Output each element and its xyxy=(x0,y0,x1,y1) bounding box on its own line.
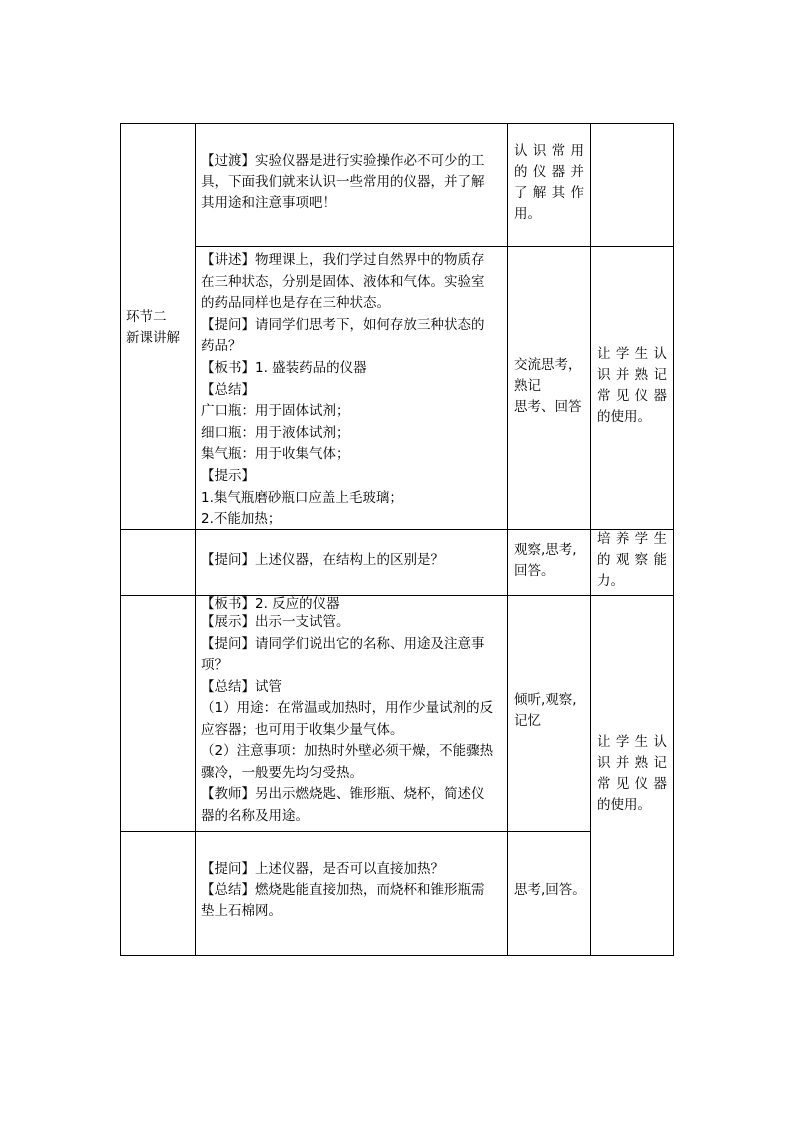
teacher-line: 【讲述】物理课上，我们学过自然界中的物质存 xyxy=(201,252,485,268)
teacher-line: 药品？ xyxy=(201,338,242,355)
column-divider xyxy=(507,123,508,956)
student-line: 熟记 xyxy=(514,378,541,394)
purpose-line: 培养学生 xyxy=(597,531,667,547)
purpose-line: 识并熟记 xyxy=(597,367,667,383)
student-line: 交流思考， xyxy=(514,357,582,373)
column-divider xyxy=(590,123,591,956)
teacher-activity-cell xyxy=(201,151,503,214)
teacher-line: 【教师】另出示燃烧匙、锥形瓶、烧杯，简述仪 xyxy=(201,786,485,802)
student-line: 认识常用 xyxy=(514,143,584,159)
teacher-activity-cell xyxy=(201,250,503,531)
teacher-line: 【总结】试管 xyxy=(201,678,282,695)
teacher-line: （1）用途：在常温或加热时，用作少量试剂的反 xyxy=(201,700,494,716)
teacher-line: 【提问】上述仪器，是否可以直接加热？ xyxy=(201,861,444,877)
column-divider xyxy=(195,123,196,956)
purpose-line: 的使用。 xyxy=(597,409,651,425)
student-activity-cell xyxy=(514,141,584,225)
student-activity-cell xyxy=(514,540,588,582)
student-line: 倾听,观察, xyxy=(514,692,577,708)
teacher-line: 细口瓶：用于液体试剂； xyxy=(201,424,350,441)
stage-cell xyxy=(126,307,192,349)
purpose-line: 常见仪器 xyxy=(597,388,667,404)
student-activity-cell xyxy=(514,880,590,901)
teacher-line: 【提问】请同学们思考下，如何存放三种状态的 xyxy=(201,316,485,333)
design-purpose-cell xyxy=(597,732,667,816)
student-line: 思考、回答 xyxy=(514,399,582,415)
teacher-line: 其用途和注意事项吧！ xyxy=(201,195,336,211)
purpose-line: 的观察能 xyxy=(597,552,667,568)
student-line: 观察,思考, xyxy=(514,542,577,558)
teacher-line: 【展示】出示一支试管。 xyxy=(201,614,350,630)
purpose-line: 让学生认 xyxy=(597,734,667,750)
stage-line: 环节二 xyxy=(126,309,167,325)
teacher-line: （2）注意事项：加热时外壁必须干燥，不能骤热 xyxy=(201,743,494,759)
purpose-line: 的使用。 xyxy=(597,797,651,813)
student-line: 记忆 xyxy=(514,713,541,729)
teacher-line: 项？ xyxy=(201,657,228,673)
teacher-line: 1.集气瓶磨砂瓶口应盖上毛玻璃； xyxy=(201,489,403,506)
row-divider xyxy=(120,831,591,832)
teacher-line: 广口瓶：用于固体试剂； xyxy=(201,403,350,420)
student-line: 用。 xyxy=(514,206,541,222)
teacher-line: 【总结】 xyxy=(201,381,255,398)
student-activity-cell xyxy=(514,355,588,418)
purpose-line: 识并熟记 xyxy=(597,755,667,771)
teacher-line: 【提示】 xyxy=(201,467,255,484)
teacher-activity-cell xyxy=(201,596,503,827)
teacher-line: 【提问】请同学们说出它的名称、用途及注意事 xyxy=(201,635,485,652)
teacher-line: 【板书】2. 反应的仪器 xyxy=(201,596,340,612)
teacher-activity-cell xyxy=(201,550,503,571)
teacher-line: 骤冷，一般要先均匀受热。 xyxy=(201,764,363,781)
purpose-line: 让学生认 xyxy=(597,346,667,362)
purpose-line: 常见仪器 xyxy=(597,776,667,792)
design-purpose-cell xyxy=(597,344,667,428)
teacher-line: 【板书】1. 盛装药品的仪器 xyxy=(201,359,367,376)
stage-line: 新课讲解 xyxy=(126,330,180,346)
teacher-line: 【提问】上述仪器，在结构上的区别是？ xyxy=(201,552,444,568)
table-border-left xyxy=(120,123,121,956)
student-line: 回答。 xyxy=(514,563,555,579)
teacher-line: 【总结】燃烧匙能直接加热，而烧杯和锥形瓶需 xyxy=(201,882,485,898)
teacher-line: 垫上石棉网。 xyxy=(201,903,282,919)
teacher-line: 集气瓶：用于收集气体； xyxy=(201,446,350,463)
teacher-activity-cell xyxy=(201,859,503,922)
teacher-line: 【过渡】实验仪器是进行实验操作必不可少的工 xyxy=(201,153,485,169)
teacher-line: 应容器；也可用于收集少量气体。 xyxy=(201,721,404,738)
student-line: 的仪器并 xyxy=(514,164,584,180)
teacher-line: 器的名称及用途。 xyxy=(201,807,309,824)
student-line: 思考,回答。 xyxy=(514,882,586,898)
student-line: 了解其作 xyxy=(514,185,584,201)
table-border-right xyxy=(673,123,674,956)
purpose-line: 力。 xyxy=(597,573,624,589)
student-activity-cell xyxy=(514,690,588,732)
row-divider xyxy=(195,246,674,247)
teacher-line: 的药品同样也是存在三种状态。 xyxy=(201,295,390,312)
teacher-line: 具，下面我们就来认识一些常用的仪器，并了解 xyxy=(201,174,485,190)
teacher-line: 2.不能加热； xyxy=(201,511,282,528)
design-purpose-cell xyxy=(597,529,667,592)
teacher-line: 在三种状态，分别是固体、液体和气体。实验室 xyxy=(201,273,485,290)
